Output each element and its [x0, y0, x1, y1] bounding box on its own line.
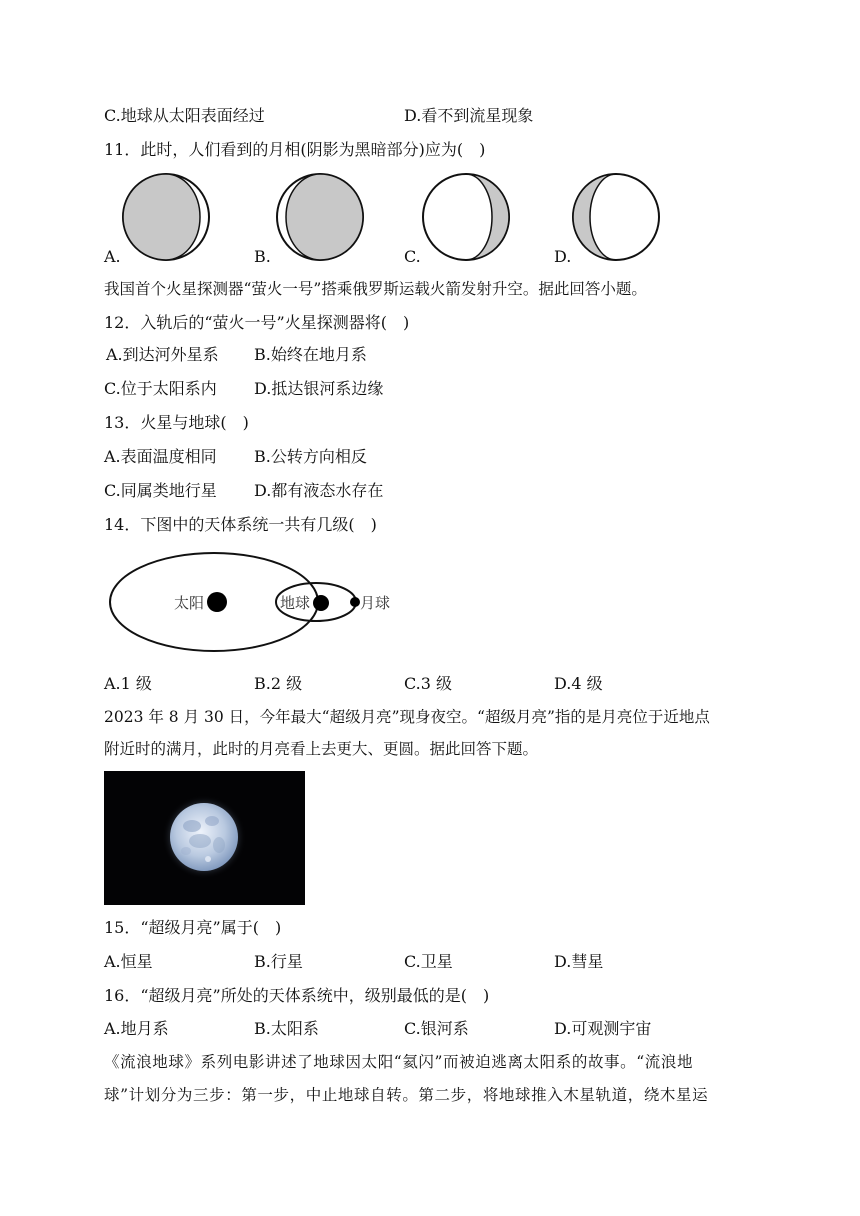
q14-option-a: A.1 级 — [104, 674, 152, 693]
moon-dot — [350, 597, 360, 607]
q13-option-a: A.表面温度相同 — [104, 447, 217, 466]
q12-option-c: C.位于太阳系内 — [104, 379, 217, 398]
moon-phase-a-image — [118, 170, 218, 265]
q15-option-b: B.行星 — [254, 952, 303, 971]
q13-option-d: D.都有液态水存在 — [254, 481, 384, 500]
passage-supermoon-line2: 附近时的满月，此时的月亮看上去更大、更圆。据此回答下题。 — [104, 740, 539, 758]
q14-stem: 14．下图中的天体系统一共有几级( ) — [104, 515, 377, 534]
q12-option-b: B.始终在地月系 — [254, 345, 367, 364]
earth-label: 地球 — [280, 594, 311, 612]
q11-label-a: A. — [104, 247, 121, 266]
q14-option-c: C.3 级 — [404, 674, 453, 693]
q16-stem: 16．“超级月亮”所处的天体系统中，级别最低的是( ) — [104, 986, 490, 1005]
moon-phase-b-image — [268, 170, 368, 265]
q10-option-d: D.看不到流星现象 — [404, 106, 534, 125]
q11-label-d: D. — [554, 247, 572, 266]
q10-option-c: C.地球从太阳表面经过 — [104, 106, 265, 125]
q16-option-a: A.地月系 — [104, 1019, 169, 1038]
q12-option-a: A.到达河外星系 — [106, 345, 219, 364]
passage-mars: 我国首个火星探测器“萤火一号”搭乘俄罗斯运载火箭发射升空。据此回答小题。 — [104, 280, 647, 298]
celestial-system-diagram — [104, 550, 404, 660]
q15-option-a: A.恒星 — [104, 952, 153, 971]
q12-stem: 12．入轨后的“萤火一号”火星探测器将( ) — [104, 313, 410, 332]
q16-option-c: C.银河系 — [404, 1019, 469, 1038]
sun-label: 太阳 — [174, 594, 205, 612]
q16-option-b: B.太阳系 — [254, 1019, 319, 1038]
passage-wandering-line1: 《流浪地球》系列电影讲述了地球因太阳“氦闪”而被迫逃离太阳系的故事。“流浪地 — [104, 1053, 694, 1071]
q11-label-b: B. — [254, 247, 271, 266]
moon-phase-d-image — [568, 170, 668, 265]
q12-option-d: D.抵达银河系边缘 — [254, 379, 384, 398]
q11-stem: 11．此时，人们看到的月相(阴影为黑暗部分)应为( ) — [104, 140, 486, 159]
q11-label-c: C. — [404, 247, 421, 266]
moon-phase-c-image — [418, 170, 518, 265]
passage-wandering-line2: 球”计划分为三步：第一步，中止地球自转。第二步，将地球推入木星轨道，绕木星运 — [104, 1086, 709, 1104]
q15-option-c: C.卫星 — [404, 952, 453, 971]
q13-option-b: B.公转方向相反 — [254, 447, 367, 466]
q15-stem: 15．“超级月亮”属于( ) — [104, 918, 282, 937]
q14-option-b: B.2 级 — [254, 674, 303, 693]
q13-option-c: C.同属类地行星 — [104, 481, 217, 500]
q16-option-d: D.可观测宇宙 — [554, 1019, 652, 1038]
moon-label: 月球 — [360, 594, 391, 612]
q13-stem: 13．火星与地球( ) — [104, 413, 249, 432]
passage-supermoon-line1: 2023 年 8 月 30 日，今年最大“超级月亮”现身夜空。“超级月亮”指的是月亮位于近地点 — [104, 708, 710, 726]
q15-option-d: D.彗星 — [554, 952, 604, 971]
earth-dot — [313, 595, 329, 611]
q14-option-d: D.4 级 — [554, 674, 603, 693]
sun-dot — [207, 592, 227, 612]
supermoon-photo — [104, 771, 305, 905]
